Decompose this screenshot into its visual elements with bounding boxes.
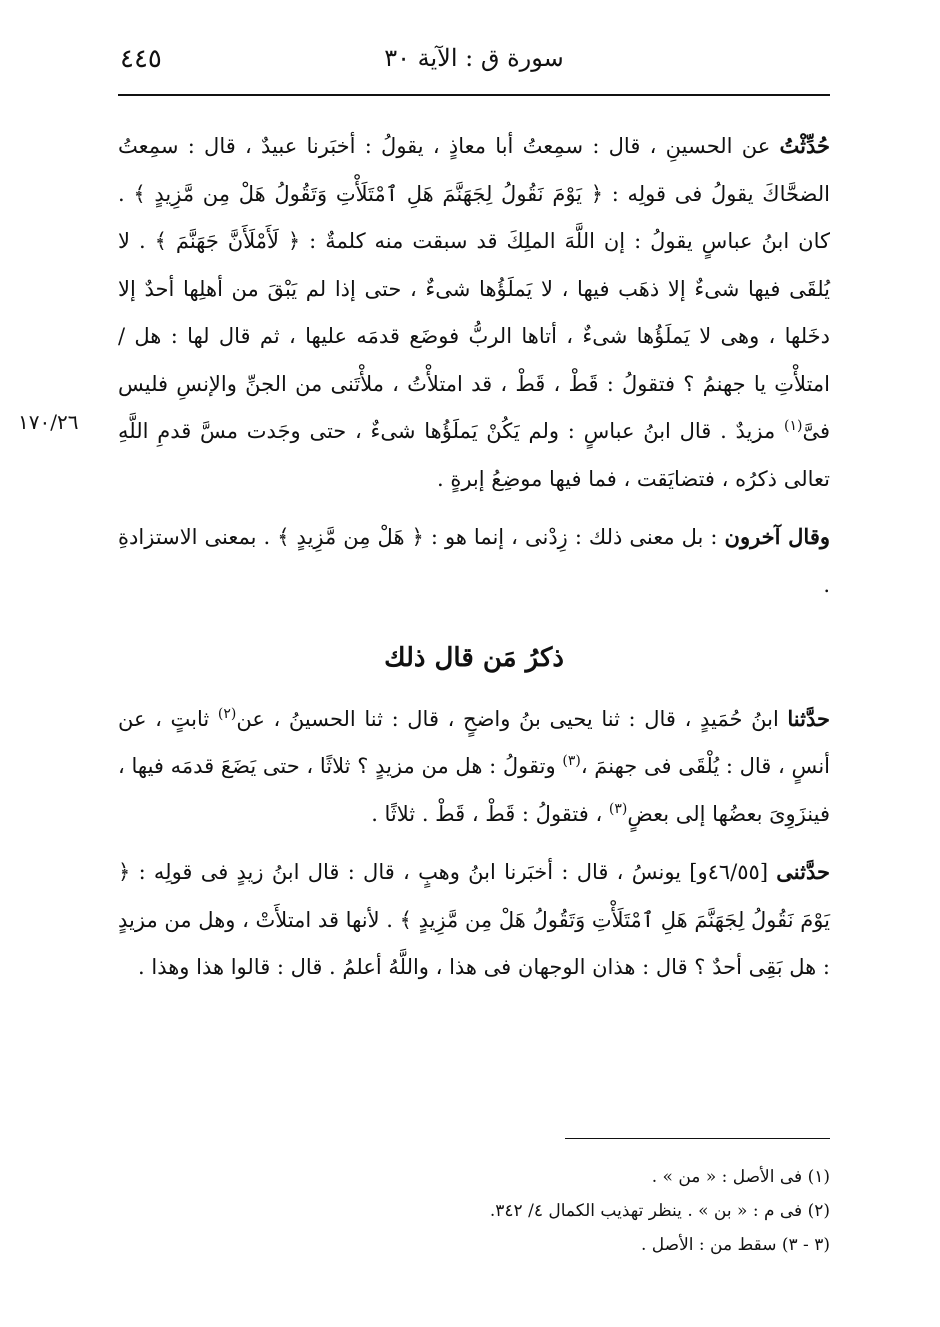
paragraph [118,122,830,503]
paragraph-text: : بل معنى ذلك : زِدْنى ، إنما هو : ﴿ هَلْ مِن مَّزِيدٍ ﴾ . بمعنى الاستزادةِ . [118,525,830,597]
paragraph-text: ابنُ حُمَيدٍ ، قال : ثنا يحيى بنُ واضحٍ ، قال : ثنا الحسينُ ، عن [236,706,788,731]
header-rule [118,94,830,96]
paragraph [118,695,830,839]
paragraph-lead: وقال آخرون [724,524,830,549]
paragraph [118,513,830,609]
paragraph-text: [٤٦/٥٥و] يونسُ ، قال : أخبَرنا ابنُ وهبٍ ، قال : قال ابنُ زيدٍ فى قولِه : ﴿ يَوْمَ نَقُولُ لِجَهَنَّمَ هَلِ ٱمْتَلَأْتِ وَتَقُولُ هَلْ مِن مَّزِيدٍ ﴾ . لأنها قد امتلأَتْ ، وهل من مزيدٍ : هل بَقِى أحدٌ ؟ قال : هذان الوجهان فى هذا ، واللَّهُ أعلمُ . قال : قالوا هذا وهذا . [118,860,830,979]
footnote: (٣ - ٣) سقط من : الأصل . [640,1235,830,1255]
paragraph-text: عن الحسينِ ، قال : سمِعتُ أبا معاذٍ ، يقولُ : أخبَرنا عبيدٌ ، قال : سمِعتُ الضحَّاكَ يقولُ فى قولِه : ﴿ يَوْمَ نَقُولُ لِجَهَنَّمَ هَلِ ٱمْتَلَأْتِ وَتَقُولُ هَلْ مِن مَّزِيدٍ ﴾ . كان ابنُ عباسٍ يقولُ : إن اللَّهَ الملِكَ قد سبقت منه كلمةٌ : ﴿ لَأَمْلَأَنَّ جَهَنَّمَ ﴾ . لا يُلقَى فيها شىءٌ إلا ذهَب فيها ، لا يَملَؤُها شىءٌ ، حتى إذا لم يَبْقَ من أهلِها أحدٌ إلا دخَلها ، وهى لا يَملَؤُها شىءٌ ، أتاها الربُّ فوضَع قدمَه عليها ، ثم قال لها : هل / امتلأْتِ يا جهنمُ ؟ فتقولُ : قَطْ ، قَطْ ، قد امتلأْتُ ، ملأْتَنى من الجنِّ والإنسِ فليس فىَّ [118,134,830,443]
paragraph-lead: حدَّثنا [787,705,830,731]
paragraph-text: مزيدٌ . قال ابنُ عباسٍ : ولم يَكُنْ يَملَؤُها شىءٌ ، حتى وجَدت مسَّ قدمِ اللَّهِ تعالى ذكرُه ، فتضايَقت ، فما فيها موضِعُ إبرةٍ . [118,419,830,491]
margin-note: ١٧٠/٢٦ [18,410,79,434]
paragraph [118,848,830,992]
paragraph-text: ثابتٍ ، عن أنسٍ ، قال : يُلْقَى فى جهنمَ ، [118,706,830,778]
paragraph-lead: حُدِّثْتُ [779,133,830,158]
main-text [118,122,830,1002]
footnote-ref: (٢) [217,705,237,722]
paragraph-text: ، فتقولُ : قَطْ ، قَطْ . ثلاثًا . [371,801,609,826]
footnote-ref: (٣) [562,753,581,769]
footnote-ref: (١) [783,418,803,434]
paragraph-lead: حدَّثنى [776,859,830,884]
page-number: ٤٤٥ [120,44,162,74]
footnote-ref: (٣) [608,800,628,817]
footnotes [118,1160,830,1262]
footnote: (١) فى الأصل : « من » . [651,1167,830,1187]
section-heading: ذكرُ مَن قال ذلك [384,643,564,673]
footnote-rule [565,1138,830,1139]
paragraph-text: وتقولُ : هل من مزيدٍ ؟ ثلاثًا ، حتى يَضَعَ قدمَه فيها ، فينزَوِىَ بعضُها إلى بعضٍ [118,754,830,826]
footnote: (٢) فى م : « بن » . ينظر تهذيب الكمال ٤/ ٣٤٢. [489,1201,830,1221]
running-title: سورة ق : الآية ٣٠ [384,44,564,72]
page-header [118,38,830,90]
